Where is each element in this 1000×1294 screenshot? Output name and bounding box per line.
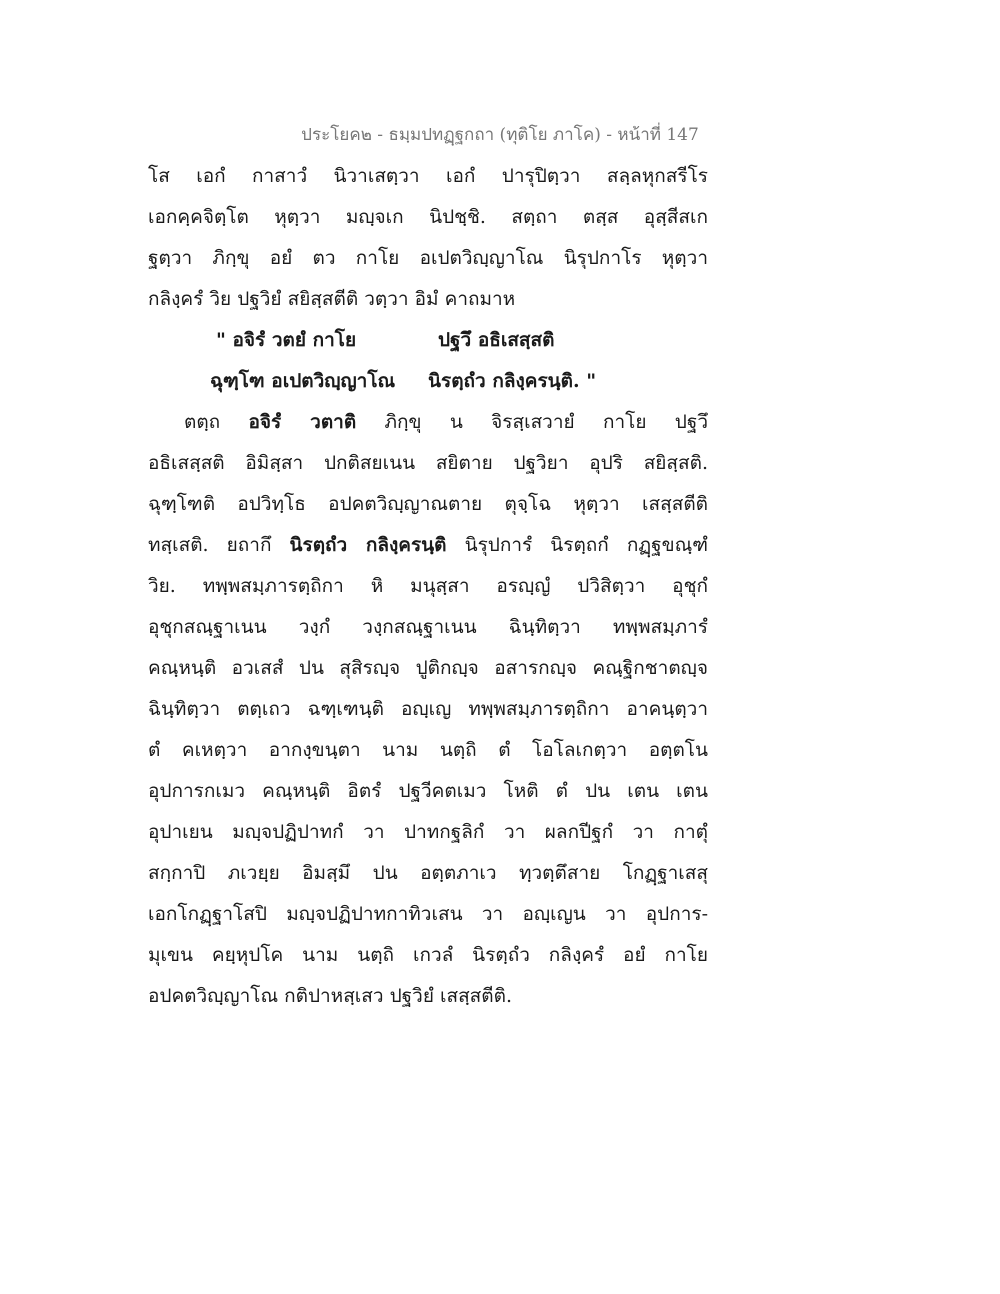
body-text xyxy=(148,156,708,1017)
commentary-keyword: อจิรํ วตาติ xyxy=(248,411,357,433)
commentary-line xyxy=(148,525,708,566)
body-line: ฐตฺวา ภิกฺขุ อยํ ตว กาโย อเปตวิญฺญาโณ นิรุปกาโร หุตฺวา xyxy=(148,247,708,269)
commentary-line: ฉุฑฺโฑติ อปวิทฺโธ อปคตวิญฺญาณตาย ตุจฺโฉ หุตฺวา เสสฺสตีติ xyxy=(148,493,708,515)
commentary-line: อธิเสสฺสติ อิมิสฺสา ปกติสยเนน สยิตาย ปฐวิยา อุปริ สยิสฺสติ. xyxy=(148,452,708,474)
verse-line-2 xyxy=(148,361,708,402)
commentary-line: ตํ คเหตฺวา อากงฺขนฺตา นาม นตฺถิ ตํ โอโลเกตฺวา อตฺตโน xyxy=(148,739,708,761)
commentary-line xyxy=(148,402,708,443)
verse-line-1-right: ปฐวึ อธิเสสฺสติ xyxy=(438,329,555,351)
commentary-text: ภิกฺขุ น จิรสฺเสวายํ กาโย ปฐวึ xyxy=(384,411,708,433)
commentary-line: อุชุกสณฺฐาเนน วงฺกํ วงฺกสณฺฐาเนน ฉินฺทิตฺวา ทพฺพสมฺภารํ xyxy=(148,616,708,638)
verse-line-1 xyxy=(148,320,708,361)
commentary-line: อุปาเยน มญฺจปฏิปาทกํ วา ปาทกฐลิกํ วา ผลกปีฐกํ วา กาตุํ xyxy=(148,821,708,843)
commentary-keyword: นิรตฺถํว กลิงฺครนฺติ xyxy=(289,534,447,556)
verse-line-2-left: ฉุฑฺโฑ อเปตวิญฺญาโณ xyxy=(210,370,396,392)
commentary-text: ทสฺเสติ. ยถากึ xyxy=(148,534,272,556)
body-line: โส เอกํ กาสาวํ นิวาเสตฺวา เอกํ ปารุปิตฺวา สลฺลหุกสรีโร xyxy=(148,165,708,187)
body-line: เอกคฺคจิตฺโต หุตฺวา มญฺจเก นิปชฺชิ. สตฺถา ตสฺส อุสฺสีสเก xyxy=(148,206,708,228)
commentary-text: นิรุปการํ นิรตฺถกํ กฏฺฐขณฺฑํ xyxy=(464,534,708,556)
running-header: ประโยค๒ - ธมฺมปทฏฺฐกถา (ทุติโย ภาโค) - หน้าที่ 147 xyxy=(301,125,699,145)
commentary-line: อปคตวิญฺญาโณ กติปาหสฺเสว ปฐวิยํ เสสฺสตีติ. xyxy=(148,985,512,1007)
commentary-text: ตตฺถ xyxy=(184,411,221,433)
verse-line-1-left: " อจิรํ วตยํ กาโย xyxy=(216,329,357,351)
commentary-line: สกฺกาปิ ภเวยฺย อิมสฺมึ ปน อตฺตภาเว ทฺวตฺตึสาย โกฏฺฐาเสสุ xyxy=(148,862,708,884)
body-line: กลิงฺครํ วิย ปฐวิยํ สยิสฺสตีติ วตฺวา อิมํ คาถมาห xyxy=(148,288,516,310)
commentary-line: อุปการกเมว คณฺหนฺติ อิตรํ ปฐวีคตเมว โหติ ตํ ปน เตน เตน xyxy=(148,780,708,802)
commentary-line: วิย. ทพฺพสมฺภารตฺถิกา หิ มนุสฺสา อรญฺญํ ปวิสิตฺวา อุชุกํ xyxy=(148,575,708,597)
commentary-line: ฉินฺทิตฺวา ตตฺเถว ฉฑฺเฑนฺติ อญฺเญ ทพฺพสมฺภารตฺถิกา อาคนฺตฺวา xyxy=(148,698,708,720)
commentary-line: เอกโกฏฺฐาโสปิ มญฺจปฏิปาทกาทิวเสน วา อญฺเญน วา อุปการ- xyxy=(148,903,708,925)
commentary-line: มุเขน คยฺหุปโค นาม นตฺถิ เกวลํ นิรตฺถํว กลิงฺครํ อยํ กาโย xyxy=(148,944,708,966)
verse-line-2-right: นิรตฺถํว กลิงฺครนฺติ. " xyxy=(428,370,597,392)
commentary-line: คณฺหนฺติ อวเสสํ ปน สุสิรญฺจ ปูติกญฺจ อสารกญฺจ คณฺฐิกชาตญฺจ xyxy=(148,657,708,679)
